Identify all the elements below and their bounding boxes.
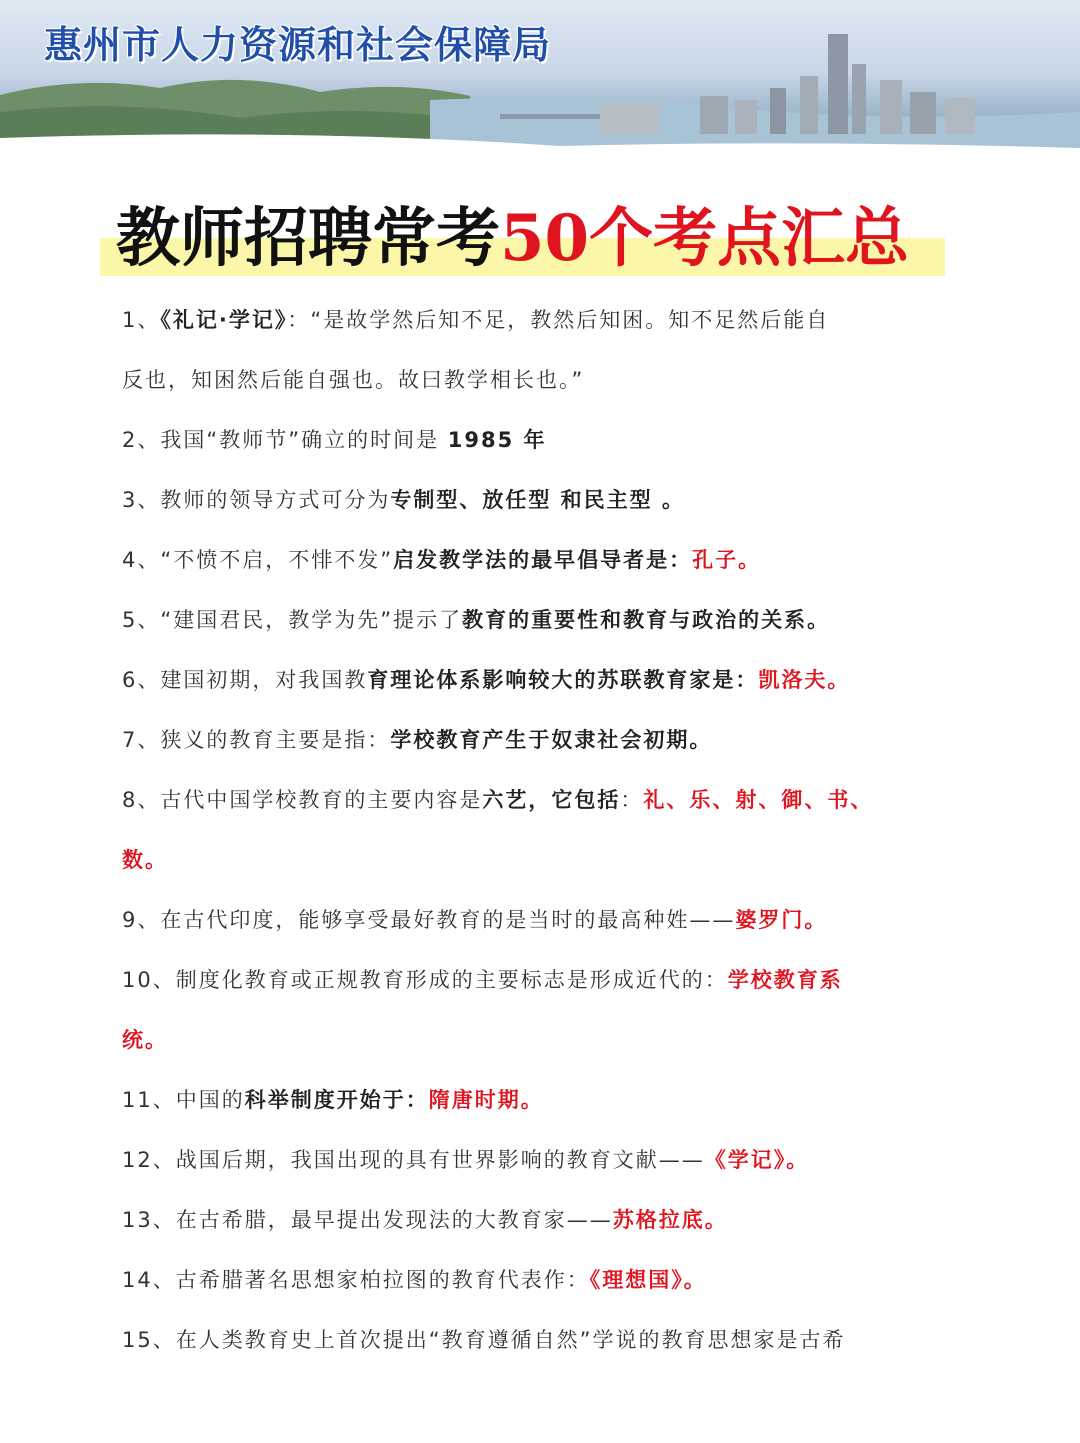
list-item: 12、战国后期，我国出现的具有世界影响的教育文献——《学记》。: [122, 1148, 810, 1172]
list-item: 8、古代中国学校教育的主要内容是六艺，它包括：礼、乐、射、御、书、: [122, 788, 874, 812]
list-item: 6、建国初期，对我国教育理论体系影响较大的苏联教育家是：凯洛夫。: [122, 668, 851, 692]
list-item-continued: 统。: [122, 1028, 168, 1052]
title-red: 50个考点汇总: [500, 201, 910, 276]
list-item: 2、我国“教师节”确立的时间是 1985 年: [122, 428, 547, 452]
list-item: 11、中国的科举制度开始于：隋唐时期。: [122, 1088, 544, 1112]
page-title: [100, 196, 950, 286]
list-item: 14、古希腊著名思想家柏拉图的教育代表作：《理想国》。: [122, 1268, 707, 1292]
list-item: 7、狭义的教育主要是指：学校教育产生于奴隶社会初期。: [122, 728, 713, 752]
list-item: 3、教师的领导方式可分为专制型、放任型 和民主型 。: [122, 488, 685, 512]
list-item: 5、“建国君民，教学为先”提示了教育的重要性和教育与政治的关系。: [122, 608, 831, 632]
header-banner: [0, 0, 1080, 160]
list-item: 9、在古代印度，能够享受最好教育的是当时的最高种姓——婆罗门。: [122, 908, 828, 932]
banner-title: 惠州市人力资源和社会保障局: [44, 22, 552, 67]
list-item: 4、“不愤不启，不悱不发”启发教学法的最早倡导者是：孔子。: [122, 548, 762, 572]
list-item: 13、在古希腊，最早提出发现法的大教育家——苏格拉底。: [122, 1208, 728, 1232]
title-text: [116, 196, 909, 282]
list-item: 1、《礼记·学记》：“是故学然后知不足，教然后知困。知不足然后能自: [122, 308, 830, 332]
list-item: 15、在人类教育史上首次提出“教育遵循自然”学说的教育思想家是古希: [122, 1328, 846, 1352]
title-black: 教师招聘常考: [116, 201, 500, 276]
list-item-continued: 反也，知困然后能自强也。故曰教学相长也。”: [122, 368, 585, 392]
list-item-continued: 数。: [122, 848, 168, 872]
points-list: [122, 290, 932, 1370]
list-item: 10、制度化教育或正规教育形成的主要标志是形成近代的：学校教育系: [122, 968, 843, 992]
